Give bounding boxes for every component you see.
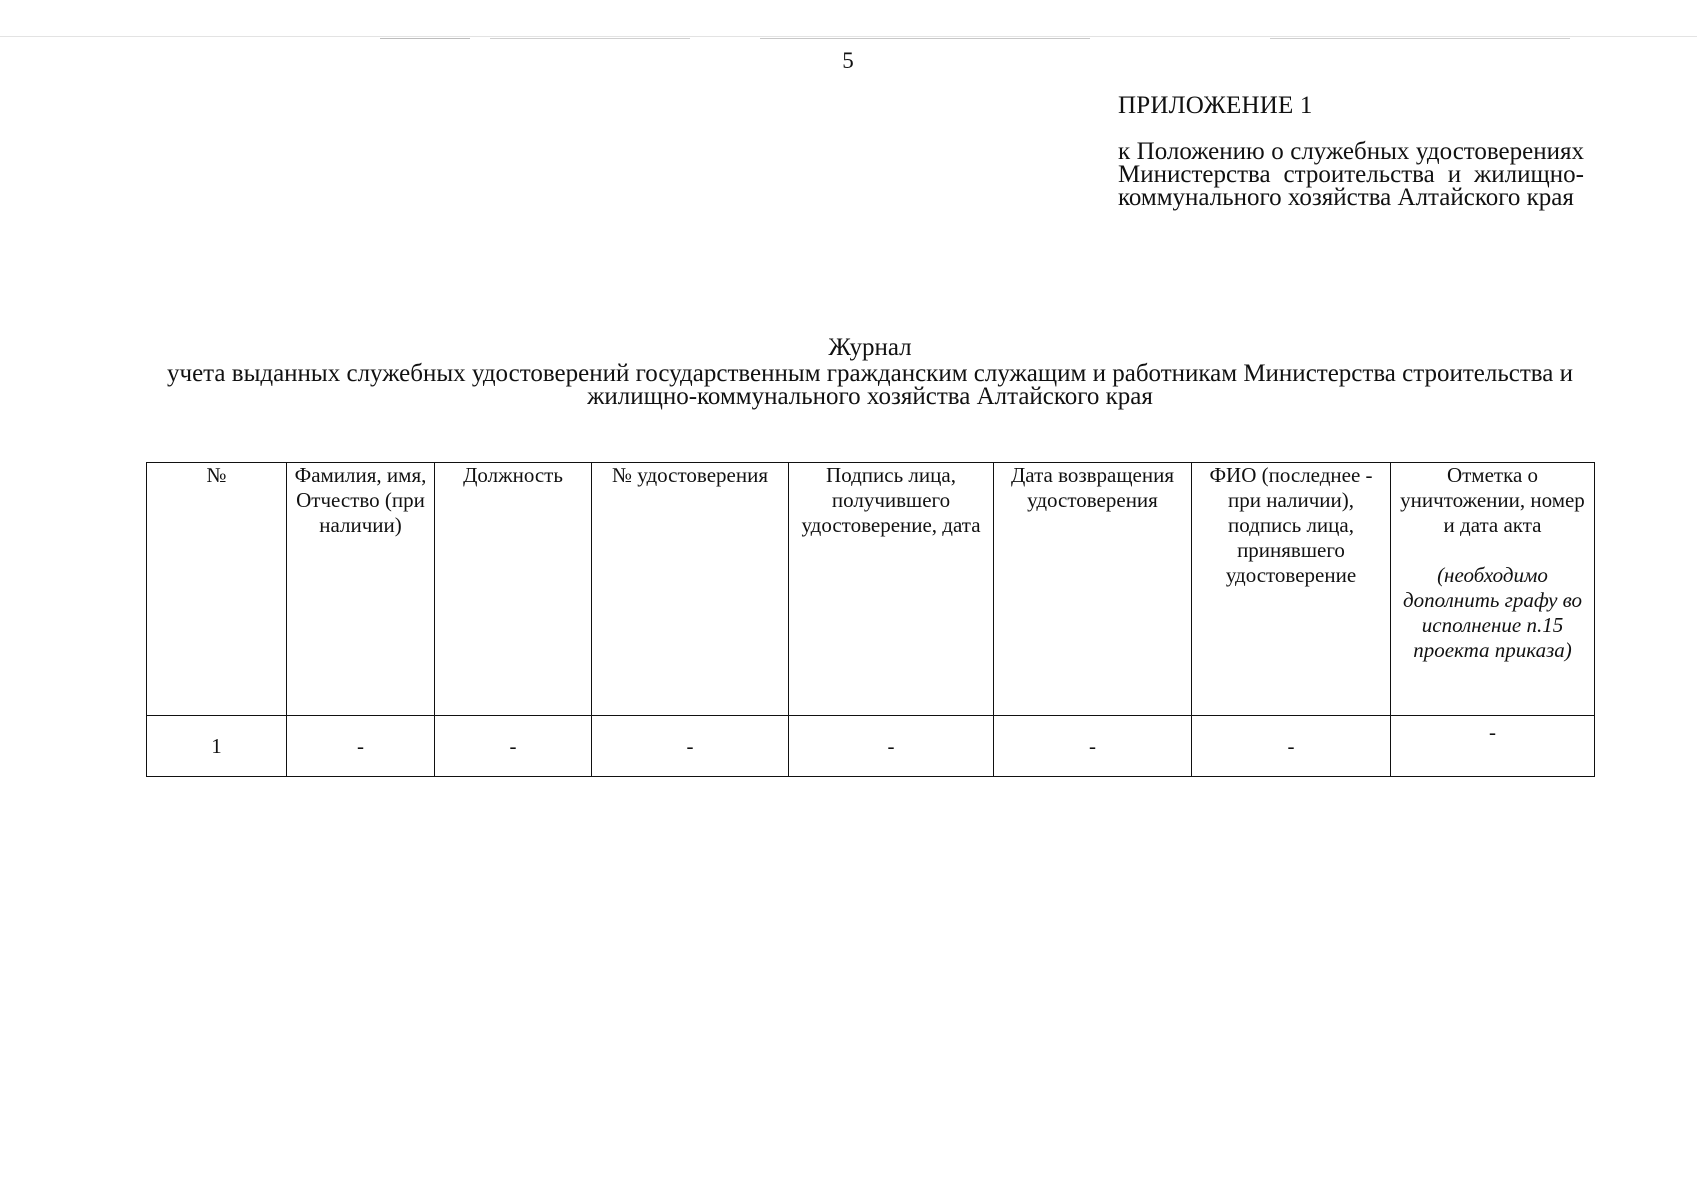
header-return-date: Дата возвращения удостоверения xyxy=(994,463,1192,716)
scan-artifact-mark xyxy=(1270,38,1570,39)
table-cell: 1 xyxy=(147,716,287,777)
table-row xyxy=(147,716,1595,777)
header-number: № xyxy=(147,463,287,716)
header-full-name: Фамилия, имя, Отчество (при наличии) xyxy=(287,463,435,716)
header-destruction-label: Отметка о уничтожении, номер и дата акта xyxy=(1400,463,1585,537)
table-header-row xyxy=(147,463,1595,716)
header-destruction-note: (необходимо дополнить графу во исполнение п.15 проекта приказа) xyxy=(1403,563,1582,662)
journal-subtitle: учета выданных служебных удостоверений государственным гражданским служащим и работникам Министерства строительства и жилищно-коммунального хозяйства Алтайского края xyxy=(167,360,1573,410)
table-cell: - xyxy=(1192,716,1391,777)
header-recipient-signature: Подпись лица, получившего удостоверение, дата xyxy=(789,463,994,716)
header-position: Должность xyxy=(435,463,592,716)
page-number: 5 xyxy=(842,48,854,73)
table-cell: - xyxy=(435,716,592,777)
journal-table xyxy=(146,462,1595,777)
appendix-title: ПРИЛОЖЕНИЕ 1 xyxy=(1118,92,1313,119)
scan-artifact-line xyxy=(0,36,1697,37)
table-cell: - xyxy=(287,716,435,777)
scan-artifact-mark xyxy=(380,38,470,39)
scan-artifact-mark xyxy=(760,38,1090,39)
journal-title: Журнал xyxy=(828,334,912,361)
scan-artifact-mark xyxy=(490,38,690,39)
header-acceptor-signature: ФИО (последнее - при наличии), подпись лица, принявшего удостоверение xyxy=(1192,463,1391,716)
table-cell: - xyxy=(789,716,994,777)
table-cell: - xyxy=(994,716,1192,777)
appendix-subtitle: к Положению о служебных удостоверениях Министерства строительства и жилищно-коммунального хозяйства Алтайского края xyxy=(1118,138,1584,211)
table-cell: - xyxy=(592,716,789,777)
table-cell: - xyxy=(1391,716,1595,777)
header-destruction-mark xyxy=(1391,463,1595,716)
header-certificate-number: № удостоверения xyxy=(592,463,789,716)
